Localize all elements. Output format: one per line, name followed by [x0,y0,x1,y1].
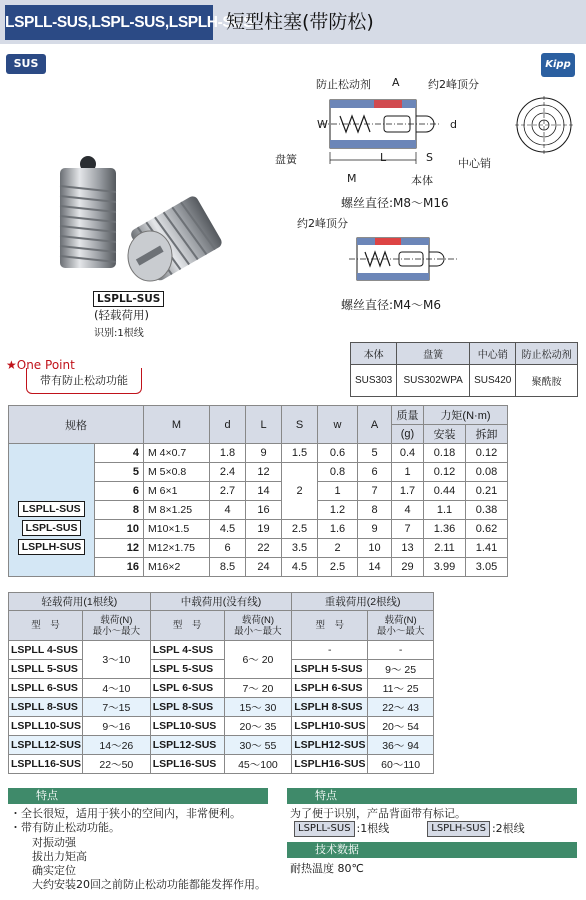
heavy-model: LSPLH 8-SUS [292,698,368,717]
spring-label: 盘簧 [275,153,297,166]
spec-s: 2.5 [282,520,318,539]
spec-d: 1.8 [210,444,246,463]
dim-a: A [392,76,400,89]
spec-install: 1.1 [424,501,466,520]
medium-model: LSPL16-SUS [150,755,224,774]
light-load: 9～16 [82,717,150,736]
page-title: 短型柱塞(带防松) [226,11,374,33]
material-table [350,342,578,397]
dim-s: S [426,151,433,164]
spec-remove: 0.12 [466,444,508,463]
spec-m: M 4×0.7 [144,444,210,463]
spec-a: 5 [358,444,392,463]
light-load: 22～50 [82,755,150,774]
material-badge: SUS [6,54,46,74]
mat-v-lock: 聚酰胺 [516,365,578,397]
spec-h-torque: 力矩(N·m) [424,406,508,425]
spec-h-l: L [246,406,282,444]
flats-label-small: 约2峰顶分 [297,217,348,230]
spec-w: 1.2 [318,501,358,520]
dim-l: L [380,151,387,164]
mat-h-body: 本体 [351,343,397,365]
medium-model: LSPL12-SUS [150,736,224,755]
heavy-load: 22～ 43 [368,698,434,717]
spec-h-mass-unit: (g) [392,425,424,444]
load-h-heavy: 重载荷用(2根线) [292,593,434,611]
load-h-load: 载荷(N) [100,614,133,626]
spec-d: 4 [210,501,246,520]
feature-line: 拔出力矩高 [32,849,87,863]
heavy-model: LSPLH10-SUS [292,717,368,736]
features-title-2: 特点 [287,788,577,804]
medium-model: LSPL 8-SUS [150,698,224,717]
load-table [8,592,434,774]
spec-l: 16 [246,501,282,520]
mat-h-lock: 防止松动剂 [516,343,578,365]
heavy-load: - [368,641,434,660]
heavy-load: 36～ 94 [368,736,434,755]
heavy-model: - [292,641,368,660]
light-model: LSPLL10-SUS [9,717,83,736]
spec-w: 2.5 [318,558,358,577]
load-h-medium: 中载荷用(没有线) [150,593,292,611]
load-h-model: 型 号 [292,611,368,641]
spec-h-w: w [318,406,358,444]
spec-mass: 1.7 [392,482,424,501]
light-model: LSPLL 4-SUS [9,641,83,660]
spec-install: 0.12 [424,463,466,482]
spec-size: 6 [95,482,144,501]
spec-l: 14 [246,482,282,501]
spec-w: 0.6 [318,444,358,463]
one-point-title: ★One Point [6,358,75,372]
spec-mass: 13 [392,539,424,558]
heavy-load: 60～110 [368,755,434,774]
spec-m: M 5×0.8 [144,463,210,482]
spec-l: 19 [246,520,282,539]
load-h-range: 最小～最大 [376,625,425,637]
spec-install: 2.11 [424,539,466,558]
spec-d: 8.5 [210,558,246,577]
spec-a: 6 [358,463,392,482]
drawing-large [300,88,450,178]
feature-line: ・带有防止松动功能。 [10,821,120,835]
spec-h-install: 安装 [424,425,466,444]
spec-h-s: S [282,406,318,444]
spec-group-cell [9,444,95,577]
medium-model: LSPL 5-SUS [150,660,224,679]
mat-h-spring: 盘簧 [397,343,470,365]
group-lspl: LSPL-SUS [22,520,82,536]
light-model: LSPLL12-SUS [9,736,83,755]
spec-l: 9 [246,444,282,463]
heavy-load: 9～ 25 [368,660,434,679]
mark-1: LSPLL-SUS [294,821,355,837]
spec-h-d: d [210,406,246,444]
group-lspll: LSPLL-SUS [18,501,84,517]
spec-mass: 7 [392,520,424,539]
product-name-label: LSPLL-SUS [93,291,164,307]
load-h-model: 型 号 [150,611,224,641]
drawing-end-view [515,96,573,154]
spec-d: 4.5 [210,520,246,539]
drawing-small [345,232,465,288]
spec-m: M16×2 [144,558,210,577]
feature-line: 对振动强 [32,835,76,849]
spec-remove: 0.08 [466,463,508,482]
spec-size: 8 [95,501,144,520]
body-label: 本体 [411,174,433,187]
spec-remove: 1.41 [466,539,508,558]
feature-line: 确实定位 [32,864,76,878]
spec-install: 1.36 [424,520,466,539]
spec-size: 12 [95,539,144,558]
spec-a: 8 [358,501,392,520]
spec-s: 1.5 [282,444,318,463]
spec-remove: 0.38 [466,501,508,520]
dim-w: W [317,118,328,131]
spec-h-remove: 拆卸 [466,425,508,444]
mat-v-body: SUS303 [351,365,397,397]
spec-size: 4 [95,444,144,463]
thread-range-large: 螺丝直径:M8～M16 [341,196,449,210]
spec-size: 5 [95,463,144,482]
mark-note: 为了便于识别，产品背面带有标记。 [290,807,466,820]
medium-load: 45～100 [224,755,292,774]
spec-remove: 0.21 [466,482,508,501]
feature-line: 大约安装20回之前防止松动功能都能发挥作用。 [32,878,266,892]
spec-mass: 0.4 [392,444,424,463]
spec-d: 6 [210,539,246,558]
spec-d: 2.7 [210,482,246,501]
thread-range-small: 螺丝直径:M4～M6 [341,298,442,312]
light-model: LSPLL16-SUS [9,755,83,774]
load-h-load: 载荷(N) [241,614,275,626]
medium-load: 20～ 35 [224,717,292,736]
spec-a: 10 [358,539,392,558]
mat-v-spring: SUS302WPA [397,365,470,397]
lock-agent-label: 防止松动剂 [316,78,371,91]
spec-mass: 1 [392,463,424,482]
spec-table [8,405,508,577]
spec-h-mass: 质量 [392,406,424,425]
mark-2-text: :2根线 [491,822,525,835]
mat-v-pin: SUS420 [470,365,516,397]
spec-install: 0.18 [424,444,466,463]
flats-label: 约2峰顶分 [428,78,479,91]
product-id: 识别:1根线 [94,328,144,339]
spec-a: 7 [358,482,392,501]
spec-d: 2.4 [210,463,246,482]
load-h-light: 轻载荷用(1根线) [9,593,151,611]
light-model: LSPLL 5-SUS [9,660,83,679]
heavy-load: 11～ 25 [368,679,434,698]
spec-mass: 29 [392,558,424,577]
spec-s: 3.5 [282,539,318,558]
spec-a: 9 [358,520,392,539]
feature-line: ・全长很短，适用于狭小的空间内，非常便利。 [10,807,241,820]
mark-2: LSPLH-SUS [427,821,490,837]
medium-model: LSPL10-SUS [150,717,224,736]
spec-l: 22 [246,539,282,558]
load-h-range: 最小～最大 [234,625,282,637]
spec-h-a: A [358,406,392,444]
medium-load: 15～ 30 [224,698,292,717]
light-model: LSPLL 8-SUS [9,698,83,717]
pin-label: 中心销 [458,157,491,170]
mark-legend [294,821,525,837]
spec-s: 4.5 [282,558,318,577]
heat-resistance: 耐热温度 80℃ [290,862,364,875]
light-load: 14～26 [82,736,150,755]
group-lsplh: LSPLH-SUS [18,539,86,555]
spec-s: 2 [282,463,318,520]
product-photo [40,148,230,288]
spec-w: 2 [318,539,358,558]
heavy-load: 20～ 54 [368,717,434,736]
medium-model: LSPL 6-SUS [150,679,224,698]
spec-install: 0.44 [424,482,466,501]
mat-h-pin: 中心销 [470,343,516,365]
spec-l: 24 [246,558,282,577]
spec-w: 1.6 [318,520,358,539]
spec-a: 14 [358,558,392,577]
spec-m: M 8×1.25 [144,501,210,520]
product-code: LSPLL-SUS,LSPL-SUS,LSPLH-SUS [5,5,213,40]
spec-m: M10×1.5 [144,520,210,539]
tech-data-title: 技术数据 [287,842,577,858]
light-load: 4～10 [82,679,150,698]
product-type: (轻载荷用) [94,308,149,322]
spec-h-spec: 规格 [9,406,144,444]
features-list [10,807,266,893]
features-title: 特点 [8,788,268,804]
load-h-range: 最小～最大 [92,625,141,637]
mark-1-text: :1根线 [356,822,390,835]
light-load: 3～10 [82,641,150,679]
load-h-model: 型 号 [9,611,83,641]
medium-load: 6～ 20 [224,641,292,679]
spec-m: M 6×1 [144,482,210,501]
heavy-model: LSPLH 5-SUS [292,660,368,679]
heavy-model: LSPLH 6-SUS [292,679,368,698]
spec-size: 10 [95,520,144,539]
spec-size: 16 [95,558,144,577]
spec-mass: 4 [392,501,424,520]
medium-model: LSPL 4-SUS [150,641,224,660]
spec-h-m: M [144,406,210,444]
light-model: LSPLL 6-SUS [9,679,83,698]
spec-remove: 0.62 [466,520,508,539]
medium-load: 30～ 55 [224,736,292,755]
spec-w: 0.8 [318,463,358,482]
spec-install: 3.99 [424,558,466,577]
load-h-load: 载荷(N) [384,614,417,626]
spec-w: 1 [318,482,358,501]
spec-l: 12 [246,463,282,482]
medium-load: 7～ 20 [224,679,292,698]
heavy-model: LSPLH16-SUS [292,755,368,774]
spec-remove: 3.05 [466,558,508,577]
light-load: 7～15 [82,698,150,717]
brand-logo: Kipp [541,53,575,77]
spec-m: M12×1.75 [144,539,210,558]
dim-m: M [347,172,357,185]
one-point-text: 带有防止松动功能 [26,368,142,394]
dim-d: d [450,118,457,131]
heavy-model: LSPLH12-SUS [292,736,368,755]
